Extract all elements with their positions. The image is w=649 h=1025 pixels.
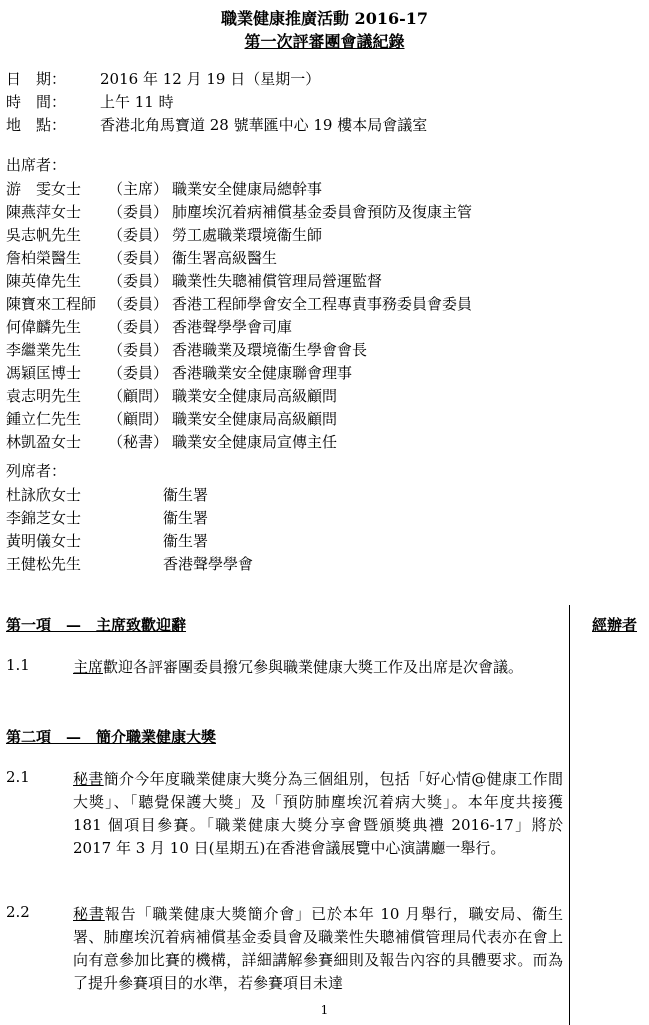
- present-member-org: 職業安全健康局高級顧問: [172, 387, 338, 405]
- present-member-org: 勞工處職業環境衞生師: [172, 226, 323, 244]
- present-member-role: （顧問）: [108, 387, 169, 405]
- present-member-org: 肺塵埃沉着病補償基金委員會預防及復康主管: [172, 203, 473, 221]
- present-member-org: 衞生署高級醫生: [172, 249, 278, 267]
- paragraph-number: 2.1: [6, 768, 30, 786]
- document-title: 職業健康推廣活動 2016-17: [220, 9, 428, 28]
- present-member-role: （委員）: [108, 272, 169, 290]
- present-member-name: 陳英偉先生: [6, 272, 82, 290]
- present-member-role: （主席）: [108, 180, 169, 198]
- page-number: 1: [320, 1003, 329, 1017]
- paragraph-text: 簡介今年度職業健康大獎分為三個組別，包括「好心情@健康工作間大獎」、「聽覺保護大獎」及「預防肺塵埃沉着病大獎」。本年度共接獲 181 個項目參賽。「職業健康大獎分享會暨頒獎典禮 2016-17」將於 2017 年 3 月 10 日(星期五)在香港會議展覽中心演講廳一舉行。: [73, 770, 563, 857]
- item-2-heading: 第二項 — 簡介職業健康大獎: [6, 728, 217, 746]
- paragraph-speaker: 秘書: [73, 770, 104, 788]
- present-member-name: 馮穎匡博士: [6, 364, 82, 382]
- present-member-name: 游 雯女士: [6, 180, 82, 198]
- present-member-org: 香港工程師學會安全工程專責事務委員會委員: [172, 295, 473, 313]
- present-member-org: 香港聲學學會司庫: [172, 318, 293, 336]
- present-member-name: 陳燕萍女士: [6, 203, 82, 221]
- present-member-role: （委員）: [108, 249, 169, 267]
- present-member-org: 香港職業安全健康聯會理事: [172, 364, 353, 382]
- attendance-heading: 列席者：: [6, 462, 67, 480]
- present-member-name: 鍾立仁先生: [6, 410, 82, 428]
- date-value: 2016 年 12 月 19 日（星期一）: [100, 70, 321, 88]
- present-member-name: 何偉麟先生: [6, 318, 82, 336]
- present-member-name: 吳志帆先生: [6, 226, 82, 244]
- paragraph-number: 1.1: [6, 656, 30, 674]
- present-member-role: （委員）: [108, 364, 169, 382]
- present-member-name: 李繼業先生: [6, 341, 82, 359]
- paragraph-2-2: [73, 903, 563, 995]
- present-member-role: （委員）: [108, 341, 169, 359]
- present-member-role: （委員）: [108, 226, 169, 244]
- attendance-member-name: 杜詠欣女士: [6, 486, 82, 504]
- present-member-role: （委員）: [108, 203, 169, 221]
- time-label: 時 間：: [6, 93, 67, 111]
- venue-label: 地 點：: [6, 116, 67, 134]
- attendance-member-org: 香港聲學學會: [163, 555, 254, 573]
- venue-value: 香港北角馬寶道 28 號華匯中心 19 樓本局會議室: [100, 116, 428, 134]
- present-member-role: （顧問）: [108, 410, 169, 428]
- attendance-member-name: 黃明儀女士: [6, 532, 82, 550]
- present-member-role: （委員）: [108, 295, 169, 313]
- present-member-org: 職業安全健康局宣傳主任: [172, 433, 338, 451]
- present-member-org: 香港職業及環境衞生學會會長: [172, 341, 368, 359]
- time-value: 上午 11 時: [100, 93, 174, 111]
- paragraph-speaker: 主席: [73, 658, 104, 676]
- paragraph-number: 2.2: [6, 903, 30, 921]
- paragraph-2-1: [73, 768, 563, 860]
- present-member-org: 職業性失聰補償管理局營運監督: [172, 272, 383, 290]
- attendance-member-org: 衞生署: [163, 532, 209, 550]
- action-column-divider: [569, 605, 570, 1025]
- present-member-role: （秘書）: [108, 433, 169, 451]
- present-member-org: 職業安全健康局總幹事: [172, 180, 323, 198]
- present-member-name: 林凱盈女士: [6, 433, 82, 451]
- paragraph-text: 歡迎各評審團委員撥冗參與職業健康大獎工作及出席是次會議。: [103, 658, 524, 676]
- present-member-name: 陳寶來工程師: [6, 295, 97, 313]
- present-member-name: 袁志明先生: [6, 387, 82, 405]
- date-label: 日 期：: [6, 70, 67, 88]
- action-column-label: 經辦者: [592, 616, 638, 634]
- present-heading: 出席者：: [6, 156, 67, 174]
- present-member-org: 職業安全健康局高級顧問: [172, 410, 338, 428]
- paragraph-1-1: [73, 656, 563, 679]
- attendance-member-name: 王健松先生: [6, 555, 82, 573]
- item-1-heading: 第一項 — 主席致歡迎辭: [6, 616, 187, 634]
- paragraph-speaker: 秘書: [73, 905, 105, 923]
- attendance-member-name: 李錦芝女士: [6, 509, 82, 527]
- present-member-role: （委員）: [108, 318, 169, 336]
- attendance-member-org: 衞生署: [163, 486, 209, 504]
- present-member-name: 詹柏榮醫生: [6, 249, 82, 267]
- paragraph-text: 報告「職業健康大獎簡介會」已於本年 10 月舉行，職安局、衞生署、肺塵埃沉着病補償基金委員會及職業性失聰補償管理局代表亦在會上向有意參加比賽的機構，詳細講解參賽細則及報告內容的具體要求。而為了提升參賽項目的水準，若參賽項目未達: [73, 905, 563, 992]
- document-subtitle: 第一次評審團會議紀錄: [244, 32, 405, 51]
- attendance-member-org: 衞生署: [163, 509, 209, 527]
